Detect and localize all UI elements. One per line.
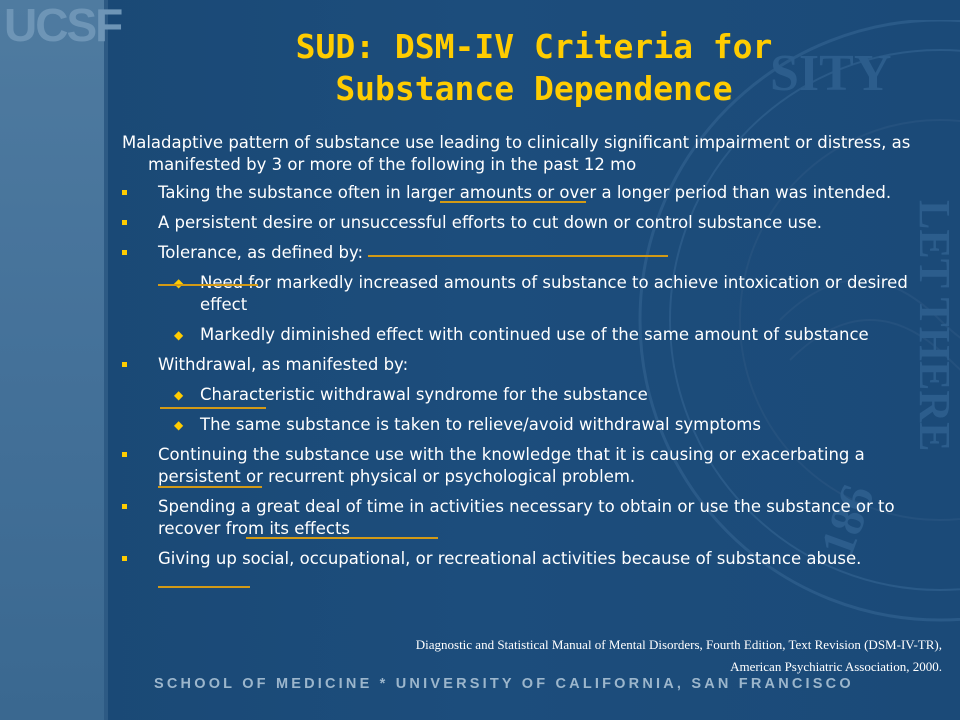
highlight-underline xyxy=(440,201,586,203)
criterion-text: Taking the substance often in larger amounts or over a longer period than was intended. xyxy=(158,183,892,202)
square-bullet-icon xyxy=(122,504,127,509)
criterion-item xyxy=(122,444,942,488)
square-bullet-icon xyxy=(122,452,127,457)
sub-criterion-text: Characteristic withdrawal syndrome for the substance xyxy=(200,385,648,404)
criterion-item xyxy=(122,354,942,376)
criterion-item xyxy=(122,548,942,570)
title-line-1: SUD: DSM-IV Criteria for xyxy=(295,27,773,66)
diamond-bullet-icon: ◆ xyxy=(174,328,184,342)
highlight-underline xyxy=(158,586,250,588)
left-sidebar xyxy=(0,0,104,720)
square-bullet-icon xyxy=(122,362,127,367)
highlight-underline xyxy=(246,537,438,539)
citation-line-2: American Psychiatric Association, 2000. xyxy=(730,659,942,674)
highlight-underline xyxy=(160,407,266,409)
sub-criterion-item xyxy=(122,324,942,346)
ucsf-logo: UCSF xyxy=(4,0,122,51)
seal-text-top: SITY xyxy=(770,45,892,102)
criterion-item xyxy=(122,242,942,264)
criterion-text: Withdrawal, as manifested by: xyxy=(158,355,409,374)
criterion-text: Spending a great deal of time in activities necessary to obtain or use the substance or to recover from its effects xyxy=(158,497,895,538)
diamond-bullet-icon: ◆ xyxy=(174,388,184,402)
diamond-bullet-icon: ◆ xyxy=(174,276,184,290)
seal-text-side: LET THERE xyxy=(910,200,959,452)
citation-line-1: Diagnostic and Statistical Manual of Mental Disorders, Fourth Edition, Text Revision (DSM-IV-TR), xyxy=(415,637,942,652)
sub-criterion-text: Markedly diminished effect with continued use of the same amount of substance xyxy=(200,325,869,344)
sub-criterion-text: Need for markedly increased amounts of substance to achieve intoxication or desired effect xyxy=(200,273,908,314)
title-line-2: Substance Dependence xyxy=(335,69,733,108)
citation xyxy=(242,634,942,678)
criterion-item xyxy=(122,212,942,234)
footer-school-name: SCHOOL OF MEDICINE * UNIVERSITY OF CALIFORNIA, SAN FRANCISCO xyxy=(154,676,854,692)
criterion-text: Giving up social, occupational, or recreational activities because of substance abuse. xyxy=(158,549,862,568)
criterion-text: Tolerance, as defined by: xyxy=(158,243,364,262)
intro-paragraph: Maladaptive pattern of substance use leading to clinically significant impairment or distress, as manifested by 3 or more of the following in the past 12 mo xyxy=(122,133,911,174)
slide-title xyxy=(108,26,960,110)
slide-body xyxy=(122,132,942,578)
criterion-item xyxy=(122,496,942,540)
seal-text-bottom: 186 xyxy=(810,477,885,564)
highlight-underline xyxy=(368,255,668,257)
criterion-text: Continuing the substance use with the knowledge that it is causing or exacerbating a persistent or recurrent physical or psychological problem. xyxy=(158,445,865,486)
square-bullet-icon xyxy=(122,220,127,225)
square-bullet-icon xyxy=(122,190,127,195)
sub-criterion-item xyxy=(122,414,942,436)
highlight-underline xyxy=(158,486,262,488)
sub-criterion-text: The same substance is taken to relieve/avoid withdrawal symptoms xyxy=(200,415,761,434)
diamond-bullet-icon: ◆ xyxy=(174,418,184,432)
sub-criterion-item xyxy=(122,384,942,406)
square-bullet-icon xyxy=(122,250,127,255)
highlight-underline xyxy=(158,284,258,286)
square-bullet-icon xyxy=(122,556,127,561)
sub-criterion-item xyxy=(122,272,942,316)
criterion-text: A persistent desire or unsuccessful efforts to cut down or control substance use. xyxy=(158,213,822,232)
